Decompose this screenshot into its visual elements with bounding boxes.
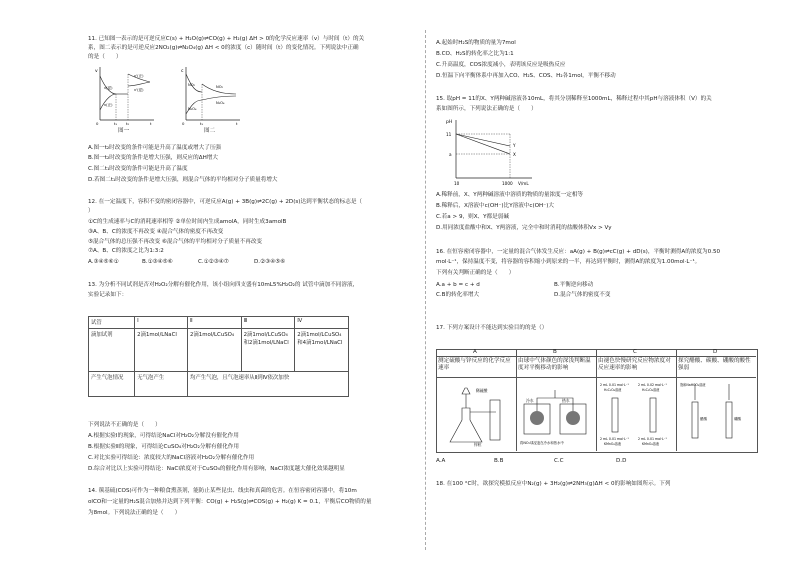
- q15-label-10: 10: [454, 181, 460, 186]
- q11-fig2-caption: 图二: [204, 128, 216, 134]
- fig2-label-n2o4-a: N₂O₄: [188, 107, 197, 111]
- fig2-label-origin: 0: [182, 121, 185, 126]
- q15-label-11: 11: [446, 132, 452, 137]
- table-cell: 2滴1mol/LCuSO₄和2滴1mol/LNaCl: [241, 329, 295, 372]
- q17-c-label-4: H₂C₂O₄溶液: [642, 388, 660, 392]
- q15-option-d[interactable]: D.用同浓度盐酸中和X、Y两溶液，完全中和时消耗的盐酸体积Vx > Vy: [436, 225, 612, 231]
- q12-option-b[interactable]: B.①③④⑤⑥: [142, 259, 173, 265]
- q16-stem-line2: mol·L⁻¹，保持温度不变，将容器的容积缩小到原来的一半，再达到平衡时，测得A的浓度为1.00mol·L⁻¹。: [436, 259, 701, 265]
- q16-option-b[interactable]: B.平衡逆向移动: [554, 282, 594, 288]
- fig1-label-t: t: [150, 121, 152, 126]
- q17-apparatus-b: [518, 380, 594, 450]
- q16-stem-line1: 16. 在恒容密闭容器中，一定量的混合气体发生反应：aA(g) + B(g)⇌cC(g) + dD(s)，平衡时测得A的浓度为0.50: [436, 249, 721, 255]
- q17-option-d[interactable]: D.D: [616, 458, 627, 464]
- q15-label-y: Y: [513, 143, 516, 148]
- q17-header-b: B: [553, 349, 557, 355]
- q11-option-a[interactable]: A.图一t₂时改变的条件可能是升高了温度或增大了压强: [88, 145, 222, 151]
- q13-stem-line2: 实验记录如下：: [88, 292, 128, 298]
- table-row-label: 产生气泡情况: [89, 372, 135, 397]
- table-cell: 2滴1mol/LCuSO₄: [187, 329, 241, 372]
- q16-option-c[interactable]: C.B的转化率增大: [436, 292, 480, 298]
- q17-apparatus-d: [678, 380, 754, 450]
- table-cell: 均产生气泡，且气泡速率从Ⅱ到Ⅳ依次加快: [187, 372, 348, 397]
- fig1-label-vpf: v'(正): [134, 74, 144, 78]
- q14-stem-line1: 14. 羰基硫(COS)可作为一种粮食熏蒸剂，能防止某些昆虫、线虫和真菌的危害。在恒容密闭容器中，将10m: [88, 488, 357, 494]
- q17-option-c[interactable]: C.C: [554, 458, 564, 464]
- q17-apparatus-c: [598, 378, 674, 450]
- q12-item-3: ⑤混合气体的总压强不再改变 ⑥混合气体的平均相对分子质量不再改变: [88, 239, 263, 245]
- q17-purpose-d: 探究醋酸、碳酸、硼酸的酸性强弱: [678, 358, 751, 371]
- column-divider: [425, 30, 426, 550]
- table-header-cell: 试管: [89, 317, 135, 329]
- fig2-label-t1: t₁: [200, 121, 204, 126]
- q17-c-label-1: 2 mL 0.01 mol·L⁻¹: [600, 383, 629, 387]
- q17-c-label-2: H₂C₂O₄溶液: [604, 388, 622, 392]
- q17-c-label-3: 2 mL 0.02 mol·L⁻¹: [638, 383, 667, 387]
- q11-option-c[interactable]: C.图二t₁时改变的条件可能是升高了温度: [88, 166, 188, 172]
- table-header-cell: Ⅳ: [295, 317, 349, 329]
- q13-option-a[interactable]: A.根据实验Ⅰ的现象，可得结论NaCl对H₂O₂分解没有催化作用: [88, 433, 239, 439]
- q17-b-label-hot: 热水: [562, 398, 570, 403]
- q15-stem-line2: 系如图所示，下列说法正确的是（ ）: [436, 106, 537, 112]
- q15-option-a[interactable]: A.稀释前，X、Y两种碱溶液中溶质的物质的量浓度一定相等: [436, 192, 584, 198]
- q14-stem-line2: olCO和一定量的H₂S混合加热并达到下列平衡：CO(g) + H₂S(g)⇌COS(g) + H₂(g) K = 0.1，平衡后CO物质的量: [88, 499, 372, 505]
- q15-label-1000: 1000: [502, 181, 513, 186]
- q17-col-divider: [516, 349, 517, 451]
- q17-purpose-a: 测定硫酸与锌反应的化学反应速率: [438, 358, 511, 371]
- table-header-cell: Ⅲ: [241, 317, 295, 329]
- q17-d-label-boric: 硼酸: [734, 417, 742, 421]
- q16-option-d[interactable]: D.混合气体的密度不变: [554, 292, 611, 298]
- q17-purpose-b: 由球中气体颜色的深浅判断温度对平衡移动的影响: [518, 358, 591, 371]
- q17-header-d: D: [713, 349, 718, 355]
- table-cell: 无气泡产生: [135, 372, 188, 397]
- q14-option-d[interactable]: D.恒温下向平衡体系中再加入CO、H₂S、COS、H₂各1mol，平衡不移动: [436, 73, 616, 79]
- fig1-label-vf: v(正): [104, 103, 113, 107]
- q14-option-a[interactable]: A.起始时H₂S的物质的量为7mol: [436, 40, 516, 46]
- q11-option-b[interactable]: B.图一t₂时改变的条件是增大压强，则反应的ΔH增大: [88, 155, 218, 161]
- table-row-label: 滴加试剂: [89, 329, 135, 372]
- fig1-label-vr: v(逆): [104, 86, 113, 90]
- q16-option-a[interactable]: A.a + b = c + d: [436, 282, 480, 288]
- q17-c-label-6: KMnO₄溶液: [604, 442, 622, 446]
- table-header-cell: Ⅱ: [187, 317, 241, 329]
- q12-option-a[interactable]: A.③④⑤⑥①: [88, 259, 119, 265]
- q17-a-label-acid: 稀硫酸: [476, 388, 488, 393]
- fig2-label-no2-a: NO₂: [188, 83, 195, 87]
- fig1-label-t1: t₁: [114, 121, 118, 126]
- q15-option-b[interactable]: B.稀释后，X溶液中c(OH⁻)比Y溶液中c(OH⁻)大: [436, 203, 554, 209]
- table-header-cell: Ⅰ: [135, 317, 188, 329]
- q14-stem-line3: 为8mol。下列说法正确的是（ ）: [88, 510, 181, 516]
- q17-row-divider: [436, 356, 756, 357]
- q11-stem-line1: 11. 已知图一表示的是可逆反应C(s) + H₂O(g)⇌CO(g) + H₂(g) ΔH > 0的化学反应速率（v）与时间（t）的关: [88, 36, 365, 42]
- q14-option-c[interactable]: C.升高温度，COS浓度减小，表明该反应是吸热反应: [436, 62, 566, 68]
- q13-option-d[interactable]: D.综合对比以上实验可得结论：NaCl浓度对于CuSO₄的催化作用有影响，NaCl浓度越大催化效果越明显: [88, 466, 345, 472]
- q15-label-x: X: [513, 152, 516, 157]
- q15-option-c[interactable]: C.若a > 9，则X、Y都是弱碱: [436, 214, 509, 220]
- fig1-label-t2: t₂: [126, 121, 130, 126]
- q17-a-label-zinc: 锌粒: [474, 442, 482, 447]
- q11-figure-one: [94, 64, 158, 126]
- q13-option-b[interactable]: B.根据实验Ⅱ的现象，可得结论CuSO₄对H₂O₂分解有催化作用: [88, 444, 239, 450]
- q15-label-vml: V/mL: [518, 181, 529, 186]
- q11-fig1-caption: 图一: [118, 128, 130, 134]
- q17-b-label-cold: 冷水: [526, 398, 534, 403]
- table-row: [89, 317, 349, 329]
- q16-stem-line3: 下列有关判断正确的是（ ）: [436, 270, 515, 276]
- q17-d-label-acetic: 醋酸: [700, 417, 708, 421]
- q12-item-4: ⑦A、B、C的浓度之比为1:3:2: [88, 248, 164, 254]
- q17-col-divider: [676, 349, 677, 451]
- table-cell: 2滴1mol/LNaCl: [135, 329, 188, 372]
- q17-option-b[interactable]: B.B: [494, 458, 504, 464]
- q18-stem-line1: 18. 在100 °C时，欲探究模拟反应中N₂(g) + 3H₂(g)⇌2NH₃(g)ΔH < 0的影响如图所示。下列: [436, 481, 671, 487]
- q17-stem: 17. 下列方案设计不能达到实验目的的是（）: [436, 325, 548, 331]
- q11-stem-line3: 的是（ ）: [88, 54, 122, 60]
- fig2-label-n2o4-b: N₂O₄: [216, 101, 225, 105]
- q13-question: 下列说法不正确的是（ ）: [88, 422, 161, 428]
- q12-option-d[interactable]: D.②③④⑤⑥: [254, 259, 286, 265]
- q14-option-b[interactable]: B.CO、H₂S的转化率之比为1:1: [436, 51, 514, 57]
- q17-header-c: C: [633, 349, 637, 355]
- q17-b-caption: 将NO₂球浸泡在冷水和热水中: [520, 441, 564, 445]
- table-cell: 2滴1mol/LCuSO₄和4滴1mol/LNaCl: [295, 329, 349, 372]
- q12-stem-line2: ）: [88, 208, 94, 214]
- q15-ph-graph: [444, 116, 536, 188]
- q12-item-2: ③A、B、C的浓度不再改变 ④混合气体的密度不再改变: [88, 229, 224, 235]
- q15-stem-line1: 15. 取pH = 11的X、Y两种碱溶液各10mL，将其分别稀释至1000mL，稀释过程中其pH与溶液体积（V）的关: [436, 96, 712, 102]
- q12-stem-line1: 12. 在一定温度下，容积不变的密闭容器中，可逆反应A(g) + 3B(g)⇌2C(g) + 2D(s)达到平衡状态的标志是（: [88, 199, 363, 205]
- q17-d-label-nahco3: 饱和NaHCO₃溶液: [680, 383, 706, 387]
- q13-stem-line1: 13. 为分析不同试剂是否对H₂O₂分解有催化作用，该小组向四支盛有10mL5%H₂O₂的 试管中滴加不同溶液，: [88, 282, 359, 288]
- fig1-label-v: v: [95, 69, 98, 74]
- q11-figure-two: [180, 64, 244, 126]
- q15-label-ph: pH: [446, 120, 453, 125]
- fig2-label-no2-b: NO₂: [216, 85, 223, 89]
- table-row: [89, 372, 349, 397]
- q13-table: [88, 316, 349, 397]
- fig1-label-vpr: v'(逆): [134, 88, 144, 92]
- fig1-label-origin: 0: [96, 121, 99, 126]
- q13-option-c[interactable]: C.对比实验可得结论：浓度较大的NaCl溶液对H₂O₂分解有催化作用: [88, 455, 255, 461]
- fig2-label-c: c: [181, 69, 184, 74]
- fig2-label-t: t: [236, 121, 238, 126]
- q17-option-a[interactable]: A.A: [436, 458, 446, 464]
- q17-c-label-8: KMnO₄溶液: [642, 442, 660, 446]
- q11-option-d[interactable]: D.若图二t₁时改变的条件是增大压强，则混合气体的平均相对分子质量将增大: [88, 177, 278, 183]
- q17-apparatus-a: [440, 380, 512, 450]
- q17-row-divider: [436, 377, 756, 378]
- q17-c-label-5: 2 mL 0.01 mol·L⁻¹: [600, 437, 629, 441]
- table-row: [89, 329, 349, 372]
- q12-option-c[interactable]: C.①②③④⑦: [198, 259, 229, 265]
- q11-stem-line2: 系，图二表示的是可逆反应2NO₂(g)⇌N₂O₄(g) ΔH < 0的浓度（c）随时间（t）的变化情况。下列说法中正确: [88, 45, 359, 51]
- q17-col-divider: [596, 349, 597, 451]
- q15-label-a: a: [449, 152, 452, 157]
- q17-c-label-7: 2 mL 0.01 mol·L⁻¹: [638, 437, 667, 441]
- q17-header-a: A: [473, 349, 477, 355]
- q12-item-1: ①C的生成速率与C的消耗速率相等 ②单位时间内生成amolA，同时生成3amolB: [88, 219, 287, 225]
- q17-purpose-c: 由褪色快慢研究反应物浓度对反应速率的影响: [598, 358, 671, 371]
